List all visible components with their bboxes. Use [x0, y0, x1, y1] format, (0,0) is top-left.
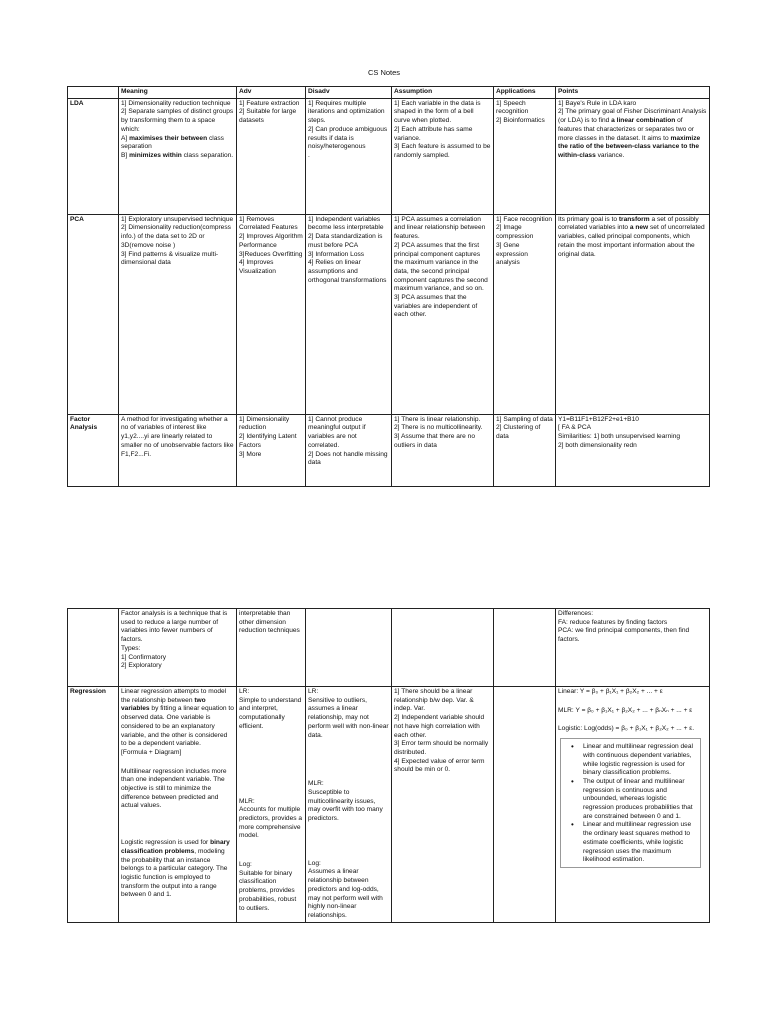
regression-adv-mlr: MLR: Accounts for multiple predictors, provides a more comprehensive model. [239, 797, 303, 840]
reg-log-1: Logistic regression is used for [121, 839, 211, 847]
lda-applications-text: 1] Speech recognition 2] Bioinformatics [496, 99, 545, 125]
pca-points-4: a new [629, 224, 649, 232]
fa-cont-points-text: Differences: FA: reduce features by finding factors PCA: we find principal components, then find factors. [558, 610, 690, 644]
fa-disadv [306, 414, 392, 486]
fa-applications [494, 414, 556, 486]
header-assumption: Assumption [392, 87, 494, 99]
pca-points-1: Its primary goal is to [558, 215, 619, 223]
page-title: CS Notes [367, 68, 401, 77]
list-item: • Linear and multilinear regression use the ordinary least squares method to estimate coefficients, while logistic regression uses the maximum likelihood estimation. [583, 821, 698, 865]
lda-meaning-2: 2] Separate samples of distinct groups by transforming them to a space which: [121, 108, 234, 133]
notes-table-page2 [67, 608, 710, 923]
regression-assumption-text: 1] There should be a linear relationship b/w dep. Var. & indep. Var. 2] Independent variable should not have high correlation with each other. 3] Error term should be normally distributed. 4] Expected value of error term should be min or 0. [394, 688, 489, 774]
row-label-pca: PCA [68, 214, 119, 414]
header-applications: Applications [494, 87, 556, 99]
row-label-factor-analysis: Factor Analysis [68, 414, 119, 486]
lda-applications [494, 98, 556, 214]
regression-assumption [392, 687, 494, 923]
header-blank [68, 87, 119, 99]
fa-cont-points [556, 609, 710, 687]
lda-adv-text: 1] Feature extraction 2] Suitable for large datasets [239, 99, 300, 125]
regression-meaning [119, 687, 237, 923]
regression-disadv-lr: LR: Sensitive to outliers, assumes a linear relationship, may not perform well with non-linear data. [308, 688, 389, 739]
lda-assumption [392, 98, 494, 214]
lda-disadv [306, 98, 392, 214]
reg-lr-2: two variables [121, 696, 206, 713]
lda-meaning-1: 1] Dimensionality reduction technique [121, 99, 231, 107]
fa-cont-assumption [392, 609, 494, 687]
lda-points-5: maximize the ratio of the between-class variance to the within-class [558, 134, 701, 159]
row-label-regression: Regression [68, 687, 119, 923]
pca-assumption-text: 1] PCA assumes a correlation and linear relationship between features. 2] PCA assumes that the first principal component captures the maximum variance in the data, the second principal component captures the second maximum variance, and so on. 3] PCA assumes that the variables are independent of each other. [394, 215, 488, 319]
notes-table-page1 [67, 86, 710, 487]
regression-meaning-lr [121, 688, 234, 758]
pca-points-3: a set of possibly correlated variables into [558, 215, 699, 232]
row-label-lda: LDA [68, 98, 119, 214]
regression-meaning-log [121, 839, 234, 900]
lda-points-1: 1] Baye's Rule in LDA karo [558, 99, 637, 107]
fa-cont-applications [494, 609, 556, 687]
regression-applications [494, 687, 556, 923]
fa-adv [237, 414, 306, 486]
table-row-regression [68, 687, 710, 923]
lda-assumption-text: 1] Each variable in the data is shaped in the form of a bell curve when plotted. 2] Each attribute has same variance. 3] Each feature is assumed to be randomly sampled. [394, 99, 491, 159]
pca-adv [237, 214, 306, 414]
regression-disadv-log: Log: Assumes a linear relationship between predictors and log-odds, may not perform well with highly non-linear relationships. [308, 859, 383, 919]
fa-cont-meaning-text: Factor analysis is a technique that is used to reduce a large number of variables into fewer numbers of factors. Types: 1] Confirmatory 2] Exploratory [121, 610, 228, 670]
reg-log-3: , modeling the probability that an instance belongs to a particular category. The logistic function is employed to transform the output into a range between 0 and 1. [121, 847, 228, 899]
pca-assumption [392, 214, 494, 414]
pca-disadv [306, 214, 392, 414]
fa-cont-adv [237, 609, 306, 687]
header-points: Points [556, 87, 710, 99]
differences-list [561, 743, 698, 865]
header-adv: Adv [237, 87, 306, 99]
pca-points [556, 214, 710, 414]
regression-meaning-mlr: Multilinear regression includes more than one independent variable. The objective is still to minimize the difference between predicted and actual values. [121, 767, 227, 810]
fa-cont-meaning [119, 609, 237, 687]
regression-disadv [306, 687, 392, 923]
pca-meaning [119, 214, 237, 414]
regression-adv-log: Log: Suitable for binary classification problems, provides probabilities, robust to outliers. [239, 861, 297, 912]
formula-mlr: MLR: Y = β₀ + β₁X₁ + β₂X₂ + ... + βₙXₙ + ... + ε [558, 706, 693, 714]
header-row [68, 87, 710, 99]
reg-log-2: binary classification problems [121, 839, 230, 855]
fa-meaning-text: A method for investigating whether a no of variables of interest like y1,y2....yi are linearly related to smaller no of unobservable factors like F1,F2...Fi. [121, 415, 234, 458]
fa-adv-text: 1] Dimensionality reduction 2] Identifying Latent Factors 3] More [239, 415, 297, 458]
pca-disadv-text: 1] Independent variables become less interpretable 2] Data standardization is must before PCA 3] Information Loss 4] Relies on linear assumptions and orthogonal transformations [308, 215, 387, 284]
header-disadv: Disadv [306, 87, 392, 99]
table-row-lda [68, 98, 710, 214]
fa-applications-text: 1] Sampling of data 2] Clustering of data [496, 415, 553, 441]
fa-points [556, 414, 710, 486]
pca-meaning-text: 1] Exploratory unsupervised technique 2] Dimensionality reduction(compress info.) of the data set to 2D or 3D(remove noise ) 3] Find patterns & visualize multi-dimensional data [121, 215, 234, 267]
formula-linear: Linear: Y = β₀ + β₁X₁ + β₂X₂ + ... + ε [558, 688, 663, 695]
lda-points-2: 2] The primary goal of Fisher Discriminant Analysis (or LDA) is to find [558, 108, 707, 125]
header-meaning: Meaning [119, 87, 237, 99]
table-row-factor-analysis [68, 414, 710, 486]
regression-adv [237, 687, 306, 923]
fa-cont-adv-text: interpretable than other dimension reduction techniques [239, 610, 300, 635]
lda-points-3: a linear combination [611, 117, 676, 125]
lda-disadv-text: 1] Requires multiple iterations and optimization steps. 2] Can produce ambiguous results if data is noisy/heterogenous . [308, 99, 388, 159]
lda-points [556, 98, 710, 214]
fa-cont-label [68, 609, 119, 687]
pca-adv-text: 1] Removes Correlated Features 2] Improves Algorithm Performance 3]Reduces Overfitting 4] Improves Visualization [239, 215, 303, 275]
table-row-pca [68, 214, 710, 414]
lda-meaning-3: A] [121, 134, 130, 142]
pca-points-2: transform [618, 215, 650, 223]
reg-lr-3: by fitting a linear equation to observed data. One variable is considered to be an explanatory variable, and the other is considered to be a dependent variable. [Formula + Diagram] [121, 705, 234, 756]
lda-points-6: variance. [595, 151, 625, 159]
lda-meaning [119, 98, 237, 214]
fa-assumption-text: 1] There is linear relationship. 2] There is no multicollinearity. 3] Assume that there are no outliers in data [394, 415, 483, 449]
lda-meaning-8: class separation. [181, 151, 234, 159]
lda-meaning-4: maximises their between [129, 134, 208, 142]
reg-lr-1: Linear regression attempts to model the relationship between [121, 688, 227, 704]
lda-meaning-6: B] [121, 151, 130, 159]
pca-applications [494, 214, 556, 414]
regression-disadv-mlr: MLR: Susceptible to multicollinearity issues, may overfit with too many predictors. [308, 780, 383, 823]
pca-applications-text: 1] Face recognition 2] Image compression 3] Gene expression analysis [496, 215, 553, 267]
fa-points-text: Y1=B11F1+B12F2+e1+B10 [ FA & PCA Similarities: 1] both unsupervised learning 2] both dimensionality redn [558, 415, 681, 449]
pca-points-5: set of uncorrelated variables, called principal components, which retain the most important information about the original data. [558, 224, 705, 258]
table-row-factor-analysis-cont [68, 609, 710, 687]
fa-cont-disadv [306, 609, 392, 687]
fa-disadv-text: 1] Cannot produce meaningful output if variables are not correlated. 2] Does not handle missing data [308, 415, 388, 467]
differences-box [560, 738, 701, 868]
fa-assumption [392, 414, 494, 486]
lda-points-4: of features that characterizes or separates two or more classes in the dataset. It aims to [558, 117, 694, 142]
regression-adv-lr: LR: Simple to understand and interpret, computationally efficient. [239, 688, 302, 730]
list-item: • The output of linear and multilinear regression is continuous and unbounded, whereas logistic regression produces probabilities that are constrained between 0 and 1. [583, 778, 698, 822]
list-item: • Linear and multilinear regression deal with continuous dependent variables, while logistic regression is used for binary classification problems. [583, 743, 698, 778]
regression-points [556, 687, 710, 923]
fa-meaning [119, 414, 237, 486]
lda-meaning-5: class separation [121, 134, 224, 151]
lda-meaning-7: minimizes within [129, 151, 182, 159]
formula-logistic: Logistic: Log(odds) = β₀ + β₁X₁ + β₂X₂ + ... + ε. [558, 725, 695, 733]
lda-adv [237, 98, 306, 214]
